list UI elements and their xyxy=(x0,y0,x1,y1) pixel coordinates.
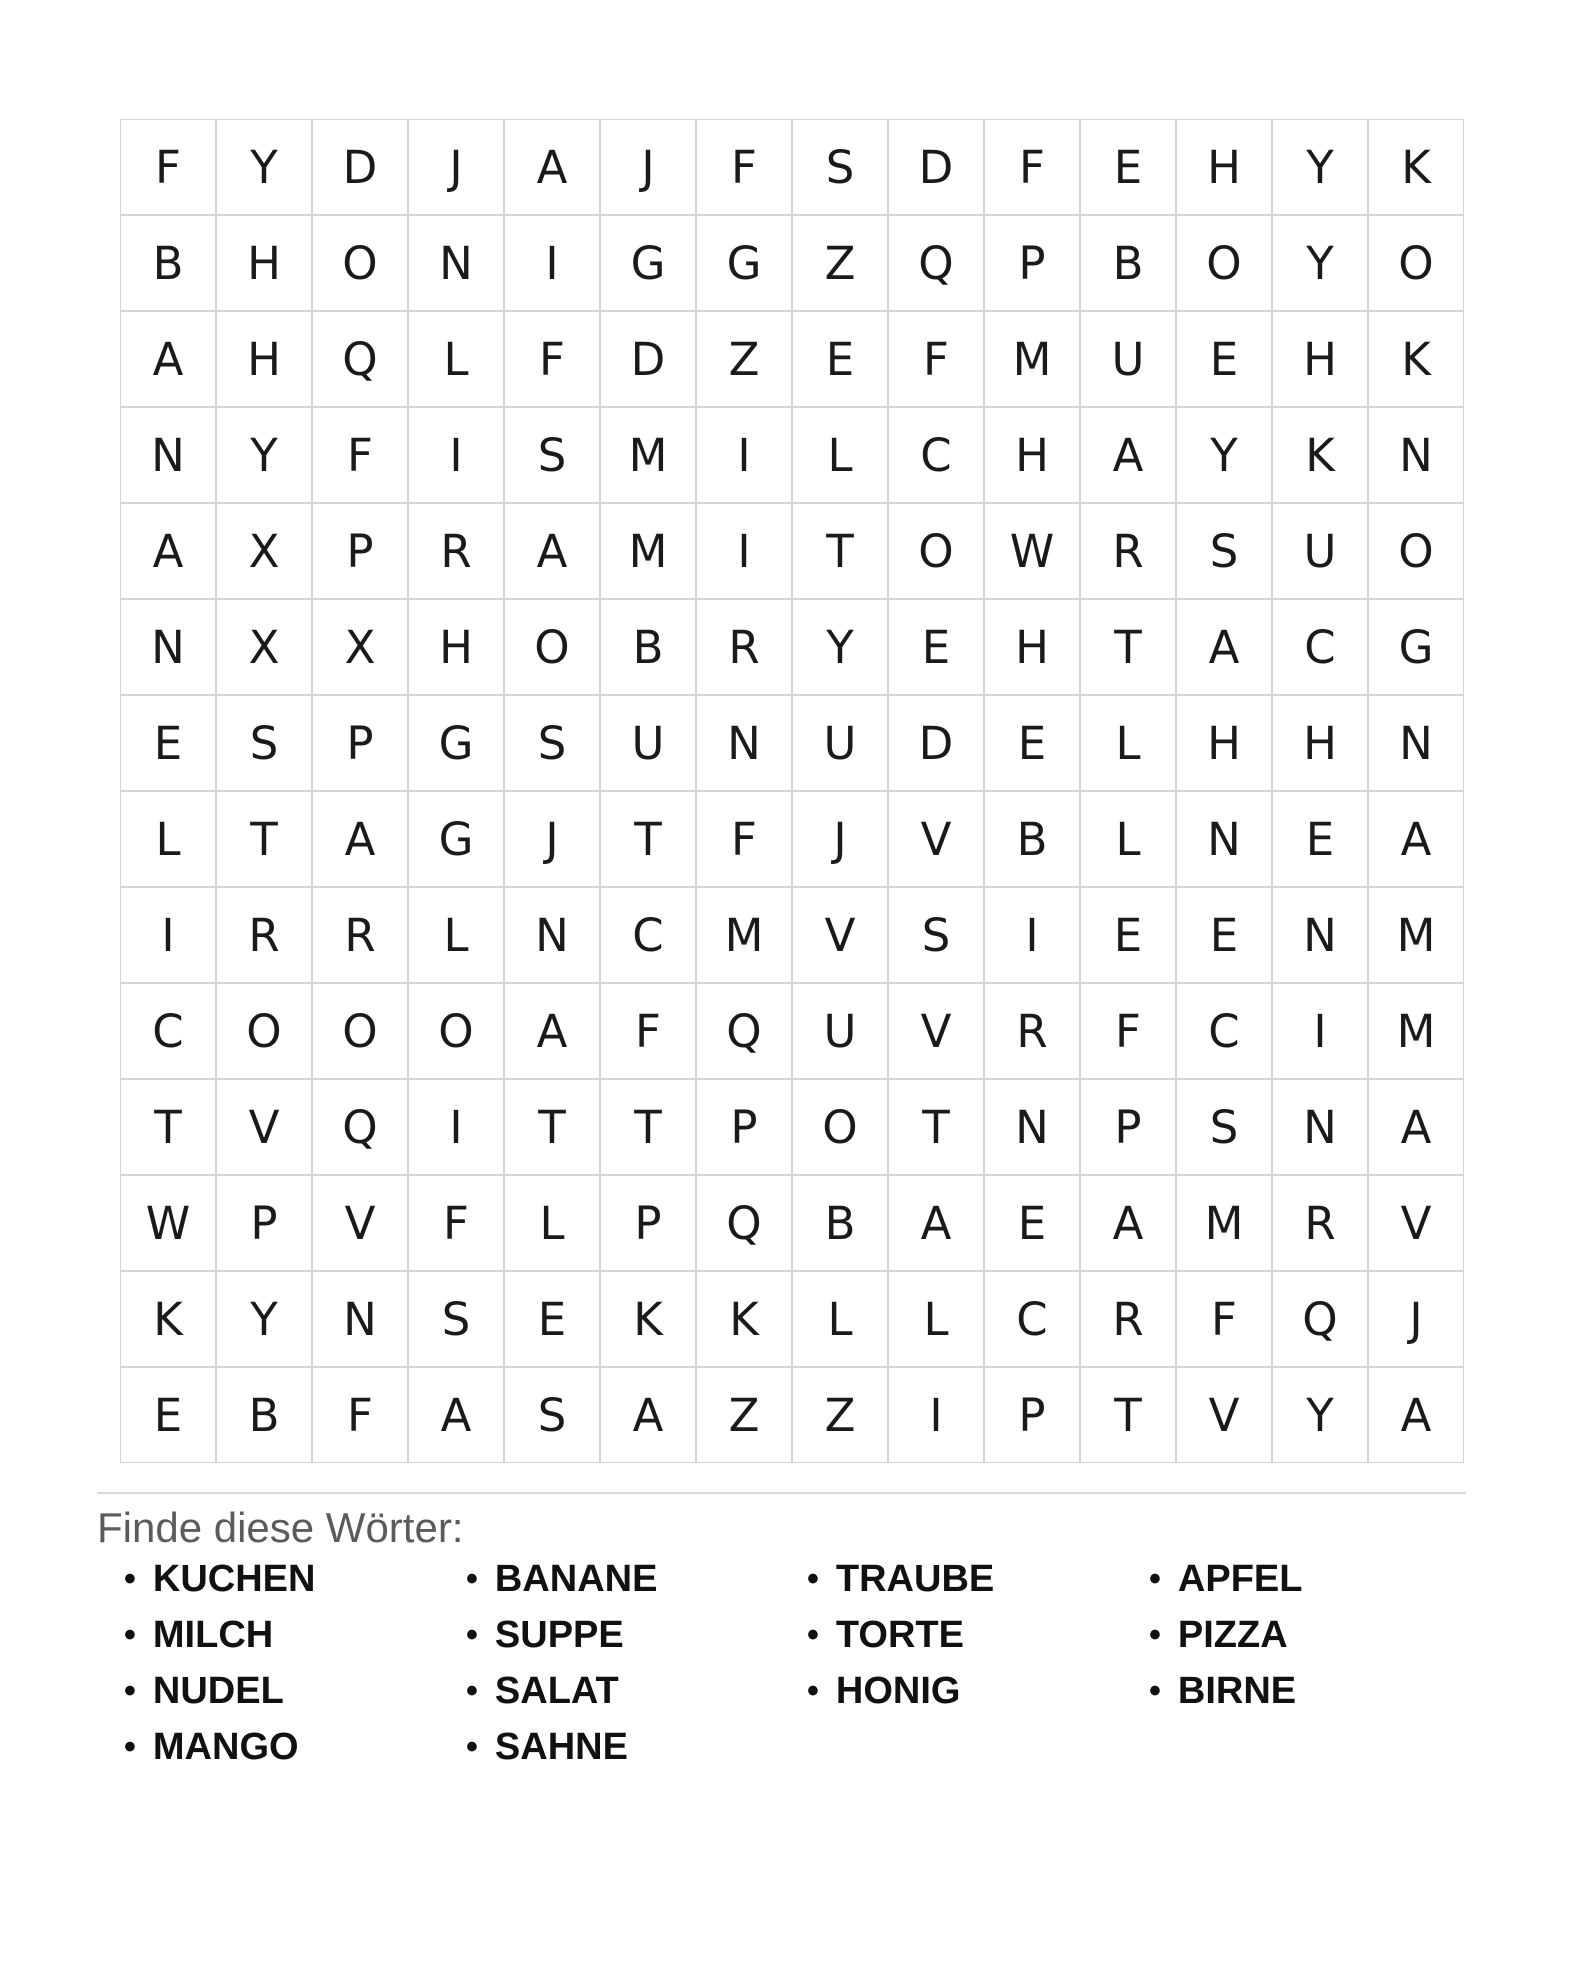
grid-cell-r1-c10[interactable]: F xyxy=(984,119,1080,215)
word-list-item-mango xyxy=(124,1719,315,1775)
grid-cell-r8-c10[interactable]: B xyxy=(984,791,1080,887)
grid-cell-r3-c7[interactable]: Z xyxy=(696,311,792,407)
grid-cell-r9-c13[interactable]: N xyxy=(1272,887,1368,983)
grid-cell-r12-c5[interactable]: L xyxy=(504,1175,600,1271)
grid-cell-r6-c14[interactable]: G xyxy=(1368,599,1464,695)
grid-cell-r4-c12[interactable]: Y xyxy=(1176,407,1272,503)
grid-cell-r12-c2[interactable]: P xyxy=(216,1175,312,1271)
word-label: BIRNE xyxy=(1177,1669,1297,1712)
grid-cell-r1-c1[interactable]: F xyxy=(120,119,216,215)
grid-cell-r11-c3[interactable]: Q xyxy=(312,1079,408,1175)
grid-cell-r7-c6[interactable]: U xyxy=(600,695,696,791)
grid-cell-r11-c6[interactable]: T xyxy=(600,1079,696,1175)
grid-cell-r8-c6[interactable]: T xyxy=(600,791,696,887)
grid-cell-r13-c11[interactable]: R xyxy=(1080,1271,1176,1367)
grid-cell-r12-c6[interactable]: P xyxy=(600,1175,696,1271)
grid-cell-r1-c4[interactable]: J xyxy=(408,119,504,215)
grid-cell-r11-c9[interactable]: T xyxy=(888,1079,984,1175)
grid-cell-r13-c12[interactable]: F xyxy=(1176,1271,1272,1367)
grid-cell-r4-c9[interactable]: C xyxy=(888,407,984,503)
grid-cell-r13-c5[interactable]: E xyxy=(504,1271,600,1367)
word-list-heading: Finde diese Wörter: xyxy=(97,1504,464,1551)
grid-cell-r7-c9[interactable]: D xyxy=(888,695,984,791)
grid-cell-r5-c11[interactable]: R xyxy=(1080,503,1176,599)
grid-cell-r4-c2[interactable]: Y xyxy=(216,407,312,503)
word-label: BANANE xyxy=(494,1557,658,1600)
grid-cell-r12-c1[interactable]: W xyxy=(120,1175,216,1271)
grid-cell-r5-c2[interactable]: X xyxy=(216,503,312,599)
grid-cell-r11-c2[interactable]: V xyxy=(216,1079,312,1175)
grid-cell-r14-c2[interactable]: B xyxy=(216,1367,312,1463)
grid-cell-r4-c1[interactable]: N xyxy=(120,407,216,503)
word-label: SALAT xyxy=(494,1669,619,1712)
word-list-item-apfel xyxy=(1149,1551,1302,1607)
word-list-item-suppe xyxy=(466,1607,657,1663)
grid-cell-r11-c4[interactable]: I xyxy=(408,1079,504,1175)
word-label: PIZZA xyxy=(1177,1613,1288,1656)
grid-cell-r6-c5[interactable]: O xyxy=(504,599,600,695)
grid-cell-r14-c1[interactable]: E xyxy=(120,1367,216,1463)
grid-cell-r9-c1[interactable]: I xyxy=(120,887,216,983)
grid-cell-r4-c5[interactable]: S xyxy=(504,407,600,503)
grid-cell-r10-c9[interactable]: V xyxy=(888,983,984,1079)
word-label: MILCH xyxy=(152,1613,274,1656)
grid-cell-r2-c1[interactable]: B xyxy=(120,215,216,311)
grid-cell-r2-c12[interactable]: O xyxy=(1176,215,1272,311)
grid-cell-r10-c1[interactable]: C xyxy=(120,983,216,1079)
grid-cell-r1-c11[interactable]: E xyxy=(1080,119,1176,215)
grid-cell-r7-c14[interactable]: N xyxy=(1368,695,1464,791)
grid-cell-r2-c13[interactable]: Y xyxy=(1272,215,1368,311)
grid-cell-r14-c11[interactable]: T xyxy=(1080,1367,1176,1463)
grid-cell-r9-c8[interactable]: V xyxy=(792,887,888,983)
grid-cell-r3-c9[interactable]: F xyxy=(888,311,984,407)
grid-cell-r1-c12[interactable]: H xyxy=(1176,119,1272,215)
grid-cell-r3-c12[interactable]: E xyxy=(1176,311,1272,407)
grid-cell-r13-c8[interactable]: L xyxy=(792,1271,888,1367)
grid-cell-r7-c13[interactable]: H xyxy=(1272,695,1368,791)
grid-cell-r1-c3[interactable]: D xyxy=(312,119,408,215)
bullet-icon: • xyxy=(466,1560,478,1598)
grid-cell-r14-c12[interactable]: V xyxy=(1176,1367,1272,1463)
word-label: APFEL xyxy=(1177,1557,1303,1600)
grid-cell-r10-c13[interactable]: I xyxy=(1272,983,1368,1079)
bullet-icon: • xyxy=(1149,1616,1161,1654)
grid-cell-r3-c6[interactable]: D xyxy=(600,311,696,407)
bullet-icon: • xyxy=(807,1616,819,1654)
word-label: MANGO xyxy=(152,1725,299,1768)
word-list-item-torte xyxy=(807,1607,994,1663)
grid-cell-r2-c9[interactable]: Q xyxy=(888,215,984,311)
grid-cell-r2-c2[interactable]: H xyxy=(216,215,312,311)
grid-cell-r8-c1[interactable]: L xyxy=(120,791,216,887)
grid-cell-r7-c5[interactable]: S xyxy=(504,695,600,791)
grid-cell-r5-c1[interactable]: A xyxy=(120,503,216,599)
grid-cell-r1-c5[interactable]: A xyxy=(504,119,600,215)
grid-cell-r8-c12[interactable]: N xyxy=(1176,791,1272,887)
word-search-grid xyxy=(120,119,1464,1463)
grid-cell-r8-c14[interactable]: A xyxy=(1368,791,1464,887)
bullet-icon: • xyxy=(1149,1560,1161,1598)
word-list-item-sahne xyxy=(466,1719,657,1775)
grid-cell-r8-c2[interactable]: T xyxy=(216,791,312,887)
grid-cell-r5-c10[interactable]: W xyxy=(984,503,1080,599)
grid-cell-r9-c5[interactable]: N xyxy=(504,887,600,983)
bullet-icon: • xyxy=(1149,1672,1161,1710)
bullet-icon: • xyxy=(124,1560,136,1598)
grid-cell-r8-c5[interactable]: J xyxy=(504,791,600,887)
word-label: NUDEL xyxy=(152,1669,284,1712)
grid-cell-r11-c13[interactable]: N xyxy=(1272,1079,1368,1175)
grid-cell-r5-c14[interactable]: O xyxy=(1368,503,1464,599)
word-list-column-3 xyxy=(807,1551,994,1719)
grid-cell-r12-c12[interactable]: M xyxy=(1176,1175,1272,1271)
grid-cell-r12-c9[interactable]: A xyxy=(888,1175,984,1271)
grid-cell-r1-c13[interactable]: Y xyxy=(1272,119,1368,215)
grid-cell-r11-c8[interactable]: O xyxy=(792,1079,888,1175)
grid-cell-r6-c11[interactable]: T xyxy=(1080,599,1176,695)
grid-cell-r3-c13[interactable]: H xyxy=(1272,311,1368,407)
grid-cell-r3-c5[interactable]: F xyxy=(504,311,600,407)
word-list-item-honig xyxy=(807,1663,994,1719)
grid-cell-r12-c3[interactable]: V xyxy=(312,1175,408,1271)
grid-cell-r12-c4[interactable]: F xyxy=(408,1175,504,1271)
grid-cell-r14-c4[interactable]: A xyxy=(408,1367,504,1463)
grid-cell-r9-c3[interactable]: R xyxy=(312,887,408,983)
grid-cell-r10-c10[interactable]: R xyxy=(984,983,1080,1079)
grid-cell-r7-c1[interactable]: E xyxy=(120,695,216,791)
word-list-item-pizza xyxy=(1149,1607,1302,1663)
grid-cell-r1-c7[interactable]: F xyxy=(696,119,792,215)
grid-cell-r3-c11[interactable]: U xyxy=(1080,311,1176,407)
grid-cell-r14-c3[interactable]: F xyxy=(312,1367,408,1463)
grid-cell-r2-c5[interactable]: I xyxy=(504,215,600,311)
bullet-icon: • xyxy=(466,1672,478,1710)
grid-cell-r12-c8[interactable]: B xyxy=(792,1175,888,1271)
bullet-icon: • xyxy=(466,1728,478,1766)
grid-cell-r6-c4[interactable]: H xyxy=(408,599,504,695)
grid-cell-r10-c2[interactable]: O xyxy=(216,983,312,1079)
grid-cell-r13-c14[interactable]: J xyxy=(1368,1271,1464,1367)
grid-cell-r1-c14[interactable]: K xyxy=(1368,119,1464,215)
grid-cell-r12-c10[interactable]: E xyxy=(984,1175,1080,1271)
grid-cell-r9-c11[interactable]: E xyxy=(1080,887,1176,983)
grid-cell-r7-c2[interactable]: S xyxy=(216,695,312,791)
grid-cell-r11-c14[interactable]: A xyxy=(1368,1079,1464,1175)
word-label: HONIG xyxy=(835,1669,961,1712)
word-list-item-traube xyxy=(807,1551,994,1607)
grid-cell-r13-c9[interactable]: L xyxy=(888,1271,984,1367)
word-list-item-birne xyxy=(1149,1663,1302,1719)
word-list-item-milch xyxy=(124,1607,315,1663)
bullet-icon: • xyxy=(807,1560,819,1598)
grid-cell-r10-c7[interactable]: Q xyxy=(696,983,792,1079)
grid-cell-r4-c8[interactable]: L xyxy=(792,407,888,503)
grid-cell-r13-c2[interactable]: Y xyxy=(216,1271,312,1367)
grid-cell-r8-c3[interactable]: A xyxy=(312,791,408,887)
grid-cell-r6-c9[interactable]: E xyxy=(888,599,984,695)
grid-cell-r4-c14[interactable]: N xyxy=(1368,407,1464,503)
word-list-item-nudel xyxy=(124,1663,315,1719)
word-label: TRAUBE xyxy=(835,1557,995,1600)
grid-cell-r9-c14[interactable]: M xyxy=(1368,887,1464,983)
grid-cell-r3-c3[interactable]: Q xyxy=(312,311,408,407)
grid-cell-r1-c6[interactable]: J xyxy=(600,119,696,215)
grid-cell-r14-c14[interactable]: A xyxy=(1368,1367,1464,1463)
grid-cell-r13-c4[interactable]: S xyxy=(408,1271,504,1367)
word-label: SAHNE xyxy=(494,1725,628,1768)
grid-cell-r12-c14[interactable]: V xyxy=(1368,1175,1464,1271)
grid-cell-r11-c5[interactable]: T xyxy=(504,1079,600,1175)
grid-cell-r9-c6[interactable]: C xyxy=(600,887,696,983)
grid-cell-r14-c9[interactable]: I xyxy=(888,1367,984,1463)
grid-cell-r14-c6[interactable]: A xyxy=(600,1367,696,1463)
grid-cell-r7-c12[interactable]: H xyxy=(1176,695,1272,791)
grid-cell-r8-c4[interactable]: G xyxy=(408,791,504,887)
grid-cell-r10-c14[interactable]: M xyxy=(1368,983,1464,1079)
word-label: SUPPE xyxy=(494,1613,624,1656)
grid-cell-r6-c3[interactable]: X xyxy=(312,599,408,695)
grid-cell-r4-c3[interactable]: F xyxy=(312,407,408,503)
bullet-icon: • xyxy=(124,1672,136,1710)
grid-cell-r13-c3[interactable]: N xyxy=(312,1271,408,1367)
word-list-item-kuchen xyxy=(124,1551,315,1607)
grid-cell-r4-c4[interactable]: I xyxy=(408,407,504,503)
grid-cell-r6-c10[interactable]: H xyxy=(984,599,1080,695)
grid-cell-r5-c7[interactable]: I xyxy=(696,503,792,599)
grid-cell-r2-c6[interactable]: G xyxy=(600,215,696,311)
grid-cell-r8-c13[interactable]: E xyxy=(1272,791,1368,887)
grid-cell-r8-c7[interactable]: F xyxy=(696,791,792,887)
grid-cell-r9-c4[interactable]: L xyxy=(408,887,504,983)
grid-cell-r2-c4[interactable]: N xyxy=(408,215,504,311)
grid-cell-r7-c8[interactable]: U xyxy=(792,695,888,791)
grid-cell-r3-c2[interactable]: H xyxy=(216,311,312,407)
grid-cell-r7-c11[interactable]: L xyxy=(1080,695,1176,791)
grid-cell-r5-c5[interactable]: A xyxy=(504,503,600,599)
grid-cell-r9-c10[interactable]: I xyxy=(984,887,1080,983)
word-list-column-2 xyxy=(466,1551,657,1775)
grid-cell-r10-c11[interactable]: F xyxy=(1080,983,1176,1079)
grid-cell-r1-c9[interactable]: D xyxy=(888,119,984,215)
grid-cell-r12-c7[interactable]: Q xyxy=(696,1175,792,1271)
grid-cell-r6-c1[interactable]: N xyxy=(120,599,216,695)
grid-cell-r3-c14[interactable]: K xyxy=(1368,311,1464,407)
grid-cell-r7-c10[interactable]: E xyxy=(984,695,1080,791)
grid-cell-r10-c3[interactable]: O xyxy=(312,983,408,1079)
grid-cell-r7-c7[interactable]: N xyxy=(696,695,792,791)
bullet-icon: • xyxy=(466,1616,478,1654)
grid-cell-r11-c11[interactable]: P xyxy=(1080,1079,1176,1175)
grid-cell-r12-c11[interactable]: A xyxy=(1080,1175,1176,1271)
grid-cell-r11-c12[interactable]: S xyxy=(1176,1079,1272,1175)
grid-cell-r14-c10[interactable]: P xyxy=(984,1367,1080,1463)
bullet-icon: • xyxy=(124,1616,136,1654)
grid-cell-r7-c3[interactable]: P xyxy=(312,695,408,791)
grid-cell-r5-c9[interactable]: O xyxy=(888,503,984,599)
grid-cell-r14-c7[interactable]: Z xyxy=(696,1367,792,1463)
grid-cell-r12-c13[interactable]: R xyxy=(1272,1175,1368,1271)
grid-cell-r6-c8[interactable]: Y xyxy=(792,599,888,695)
grid-cell-r11-c10[interactable]: N xyxy=(984,1079,1080,1175)
grid-cell-r2-c3[interactable]: O xyxy=(312,215,408,311)
grid-cell-r6-c2[interactable]: X xyxy=(216,599,312,695)
grid-cell-r10-c6[interactable]: F xyxy=(600,983,696,1079)
grid-cell-r2-c10[interactable]: P xyxy=(984,215,1080,311)
grid-cell-r13-c1[interactable]: K xyxy=(120,1271,216,1367)
grid-cell-r9-c12[interactable]: E xyxy=(1176,887,1272,983)
grid-cell-r11-c7[interactable]: P xyxy=(696,1079,792,1175)
grid-cell-r9-c9[interactable]: S xyxy=(888,887,984,983)
word-list-column-1 xyxy=(124,1551,315,1775)
grid-cell-r9-c2[interactable]: R xyxy=(216,887,312,983)
word-label: KUCHEN xyxy=(152,1557,316,1600)
grid-cell-r11-c1[interactable]: T xyxy=(120,1079,216,1175)
grid-cell-r3-c1[interactable]: A xyxy=(120,311,216,407)
grid-cell-r10-c8[interactable]: U xyxy=(792,983,888,1079)
grid-cell-r13-c10[interactable]: C xyxy=(984,1271,1080,1367)
grid-cell-r10-c5[interactable]: A xyxy=(504,983,600,1079)
grid-cell-r4-c13[interactable]: K xyxy=(1272,407,1368,503)
grid-cell-r3-c4[interactable]: L xyxy=(408,311,504,407)
grid-cell-r8-c9[interactable]: V xyxy=(888,791,984,887)
grid-cell-r6-c12[interactable]: A xyxy=(1176,599,1272,695)
grid-cell-r4-c7[interactable]: I xyxy=(696,407,792,503)
grid-cell-r5-c8[interactable]: T xyxy=(792,503,888,599)
grid-cell-r10-c12[interactable]: C xyxy=(1176,983,1272,1079)
grid-cell-r13-c7[interactable]: K xyxy=(696,1271,792,1367)
word-list xyxy=(0,1551,1584,1791)
grid-cell-r2-c14[interactable]: O xyxy=(1368,215,1464,311)
grid-cell-r6-c6[interactable]: B xyxy=(600,599,696,695)
word-list-item-banane xyxy=(466,1551,657,1607)
grid-cell-r14-c8[interactable]: Z xyxy=(792,1367,888,1463)
word-list-item-salat xyxy=(466,1663,657,1719)
grid-cell-r14-c5[interactable]: S xyxy=(504,1367,600,1463)
grid-cell-r8-c11[interactable]: L xyxy=(1080,791,1176,887)
grid-cell-r13-c13[interactable]: Q xyxy=(1272,1271,1368,1367)
grid-cell-r3-c8[interactable]: E xyxy=(792,311,888,407)
grid-cell-r7-c4[interactable]: G xyxy=(408,695,504,791)
grid-cell-r13-c6[interactable]: K xyxy=(600,1271,696,1367)
grid-cell-r4-c6[interactable]: M xyxy=(600,407,696,503)
grid-cell-r14-c13[interactable]: Y xyxy=(1272,1367,1368,1463)
grid-cell-r5-c6[interactable]: M xyxy=(600,503,696,599)
grid-cell-r5-c13[interactable]: U xyxy=(1272,503,1368,599)
grid-cell-r5-c3[interactable]: P xyxy=(312,503,408,599)
word-list-column-4 xyxy=(1149,1551,1302,1719)
grid-cell-r5-c4[interactable]: R xyxy=(408,503,504,599)
grid-cell-r2-c7[interactable]: G xyxy=(696,215,792,311)
grid-cell-r2-c11[interactable]: B xyxy=(1080,215,1176,311)
grid-cell-r10-c4[interactable]: O xyxy=(408,983,504,1079)
word-label: TORTE xyxy=(835,1613,964,1656)
section-divider xyxy=(97,1492,1466,1494)
grid-cell-r9-c7[interactable]: M xyxy=(696,887,792,983)
grid-cell-r6-c7[interactable]: R xyxy=(696,599,792,695)
grid-cell-r8-c8[interactable]: J xyxy=(792,791,888,887)
grid-cell-r1-c2[interactable]: Y xyxy=(216,119,312,215)
grid-cell-r2-c8[interactable]: Z xyxy=(792,215,888,311)
grid-cell-r5-c12[interactable]: S xyxy=(1176,503,1272,599)
bullet-icon: • xyxy=(807,1672,819,1710)
bullet-icon: • xyxy=(124,1728,136,1766)
grid-cell-r3-c10[interactable]: M xyxy=(984,311,1080,407)
grid-cell-r1-c8[interactable]: S xyxy=(792,119,888,215)
grid-cell-r4-c11[interactable]: A xyxy=(1080,407,1176,503)
grid-cell-r4-c10[interactable]: H xyxy=(984,407,1080,503)
grid-cell-r6-c13[interactable]: C xyxy=(1272,599,1368,695)
